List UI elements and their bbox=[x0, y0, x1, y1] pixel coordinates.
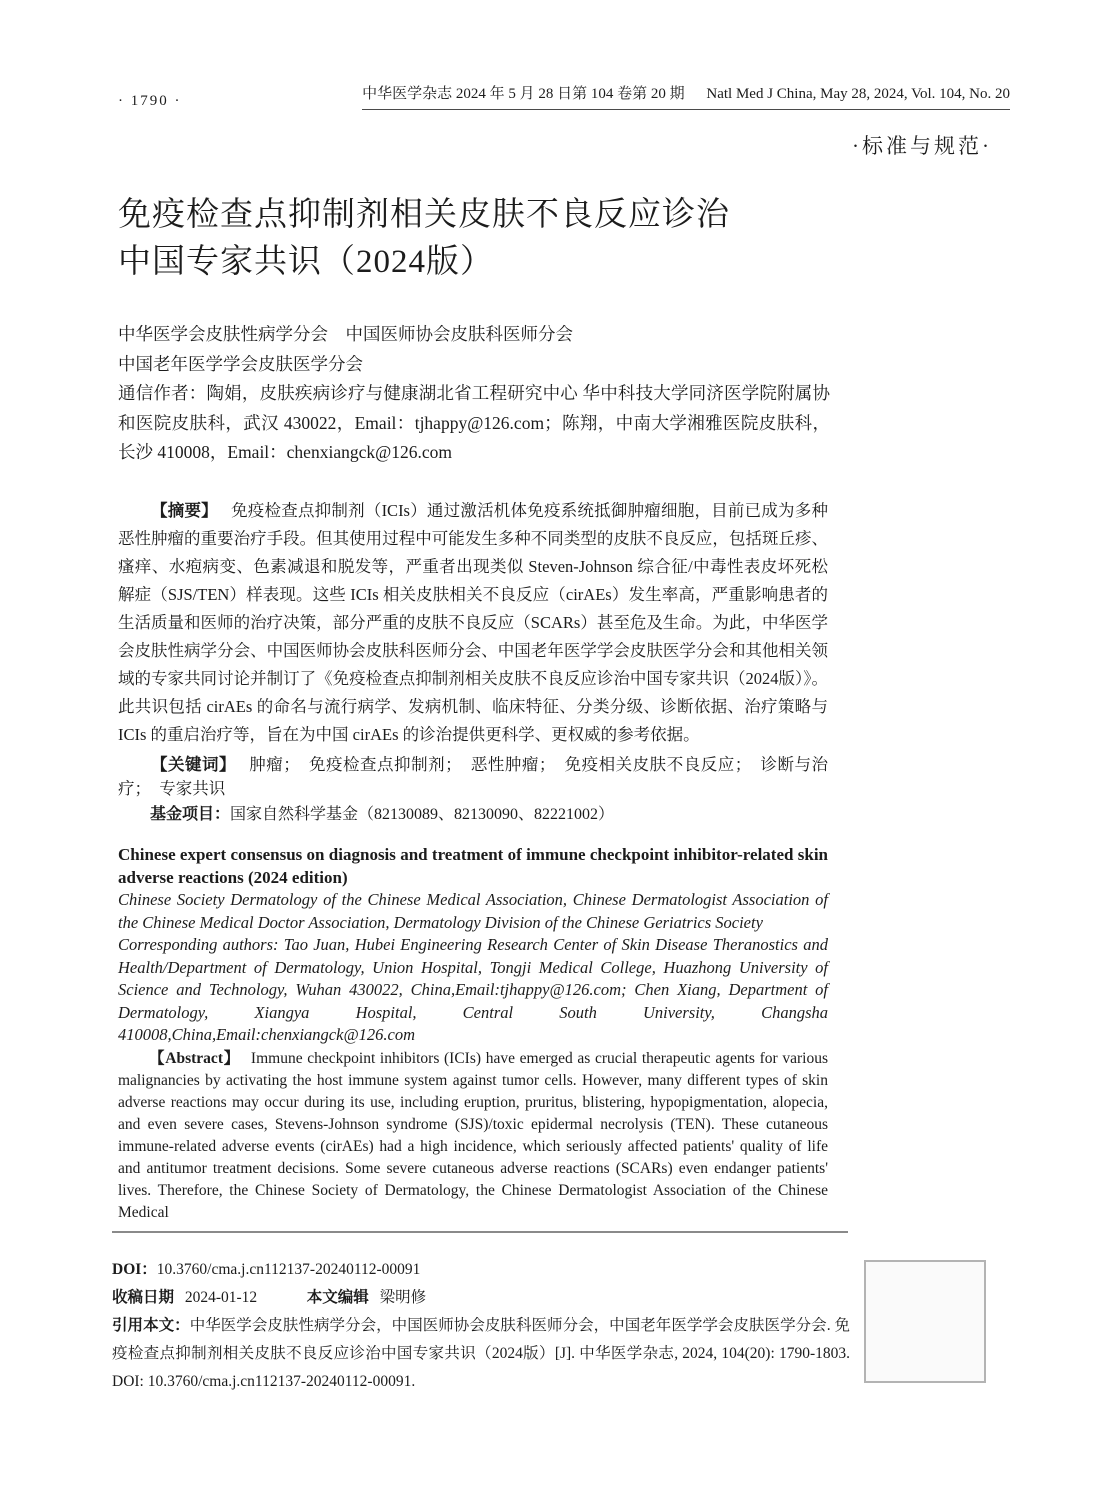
page-number: · 1790 · bbox=[118, 93, 182, 109]
qr-code-placeholder bbox=[864, 1260, 986, 1383]
footnote-divider bbox=[112, 1231, 848, 1233]
funding-label: 基金项目： bbox=[150, 806, 231, 823]
journal-title-en: Natl Med J China, May 28, 2024, Vol. 104, No. 20 bbox=[706, 86, 1010, 102]
chinese-abstract-block bbox=[118, 497, 828, 827]
editor-label: 本文编辑 bbox=[306, 1289, 369, 1306]
citation-line bbox=[112, 1312, 850, 1396]
correspondence-en: Corresponding authors: Tao Juan, Hubei Engineering Research Center of Skin Disease Theranostics and Health/Department of Dermatology, Union Hospital, Tongji Medical College, Huazhong University of Science and Technology, Wuhan 430022, China,Email:tjhappy@126.com; Chen Xiang, Department of Dermatology, Xiangya Hospital, Central South University, Changsha 410008,China,Email:chenxiangck@126.com bbox=[118, 935, 828, 1044]
affiliation-line-1: 中华医学会皮肤性病学分会 中国医师协会皮肤科医师分会 bbox=[118, 324, 573, 344]
keywords-cn bbox=[118, 753, 828, 801]
affiliation-line-2: 中国老年医学学会皮肤医学分会 bbox=[118, 353, 363, 374]
article-title-line1: 免疫检查点抑制剂相关皮肤不良反应诊治 bbox=[118, 197, 730, 233]
abstract-cn-label: 【摘要】 bbox=[151, 502, 218, 520]
abstract-cn bbox=[118, 497, 828, 749]
editor-name: 梁明修 bbox=[379, 1289, 427, 1306]
keywords-cn-text: 肿瘤； 免疫检查点抑制剂； 恶性肿瘤； 免疫相关皮肤不良反应； 诊断与治疗； 专家共识 bbox=[118, 755, 829, 798]
doi-value: 10.3760/cma.j.cn112137-20240112-00091 bbox=[156, 1261, 421, 1278]
correspondence-cn: 通信作者：陶娟，皮肤疾病诊疗与健康湖北省工程研究中心 华中科技大学同济医学院附属协和医院皮肤科，武汉 430022，Email：tjhappy@126.com；陈翔，中南大学湘雅医院皮肤科，长沙 410008，Email：chenxiangck@126.com bbox=[118, 383, 830, 462]
author-affiliations bbox=[118, 320, 830, 468]
received-label: 收稿日期 bbox=[112, 1289, 175, 1306]
abstract-en-label: 【Abstract】 bbox=[149, 1049, 241, 1067]
article-title bbox=[118, 192, 878, 286]
received-editor-line bbox=[112, 1284, 850, 1312]
abstract-en bbox=[118, 1048, 828, 1224]
article-title-en: Chinese expert consensus on diagnosis and treatment of immune checkpoint inhibitor-related skin adverse reactions (2024 edition) bbox=[118, 845, 828, 887]
abstract-en-text: Immune checkpoint inhibitors (ICIs) have emerged as crucial therapeutic agents for various malignancies by activating the host immune system against tumor cells. However, many different types of skin adverse reactions may occur during its use, including eruption, pruritus, blistering, hypopigmentation, alopecia, and even severe cases, Stevens-Johnson syndrome (SJS)/toxic epidermal necrolysis (TEN). These cutaneous immune-related adverse events (cirAEs) had a high incidence, which seriously affected patients' quality of life and antitumor treatment decisions. Some severe cutaneous adverse reactions (SCARs) even endanger patients' lives. Therefore, the Chinese Society of Dermatology, the Chinese Dermatologist Association of the Chinese Medical bbox=[118, 1049, 828, 1221]
section-label: ·标准与规范· bbox=[852, 134, 992, 158]
journal-masthead bbox=[362, 82, 1010, 110]
affiliations-en: Chinese Society Dermatology of the Chinese Medical Association, Chinese Dermatologist Association of the Chinese Medical Doctor Association, Dermatology Division of the Chinese Geriatrics Society bbox=[118, 890, 828, 932]
abstract-cn-text: 免疫检查点抑制剂（ICIs）通过激活机体免疫系统抵御肿瘤细胞，目前已成为多种恶性肿瘤的重要治疗手段。但其使用过程中可能发生多种不同类型的皮肤不良反应，包括斑丘疹、瘙痒、水疱病变、色素减退和脱发等，严重者出现类似 Steven-Johnson 综合征/中毒性表皮坏死松解症（SJS/TEN）样表现。这些 ICIs 相关皮肤相关不良反应（cirAEs）发生率高，严重影响患者的生活质量和医师的治疗决策，部分严重的皮肤不良反应（SCARs）甚至危及生命。为此，中华医学会皮肤性病学分会、中国医师协会皮肤科医师分会、中国老年医学学会皮肤医学分会和其他相关领域的专家共同讨论并制订了《免疫检查点抑制剂相关皮肤不良反应诊治中国专家共识（2024版）》。此共识包括 cirAEs 的命名与流行病学、发病机制、临床特征、分类分级、诊断依据、治疗策略与 ICIs 的重启治疗等，旨在为中国 cirAEs 的诊治提供更科学、更权威的参考依据。 bbox=[118, 501, 829, 744]
funding-text: 国家自然科学基金（82130089、82130090、82221002） bbox=[230, 806, 615, 823]
page-header bbox=[118, 82, 1010, 110]
article-footnote bbox=[112, 1256, 850, 1396]
article-title-line2: 中国专家共识（2024版） bbox=[118, 244, 494, 280]
received-date: 2024-01-12 bbox=[184, 1289, 258, 1306]
funding-line bbox=[118, 803, 828, 827]
citation-label: 引用本文： bbox=[112, 1317, 190, 1334]
english-block bbox=[118, 843, 828, 1224]
keywords-cn-label: 【关键词】 bbox=[151, 756, 237, 774]
journal-title-cn: 中华医学杂志 2024 年 5 月 28 日第 104 卷第 20 期 bbox=[362, 86, 685, 102]
doi-label: DOI： bbox=[112, 1261, 157, 1278]
doi-line bbox=[112, 1256, 850, 1284]
citation-text: 中华医学会皮肤性病学分会，中国医师协会皮肤科医师分会，中国老年医学学会皮肤医学分会. 免疫检查点抑制剂相关皮肤不良反应诊治中国专家共识（2024版）[J]. 中华医学杂志, 2024, 104(20): 1790-1803. DOI: 10.3760/cma.j.cn112137-20240112-00091. bbox=[112, 1317, 850, 1390]
